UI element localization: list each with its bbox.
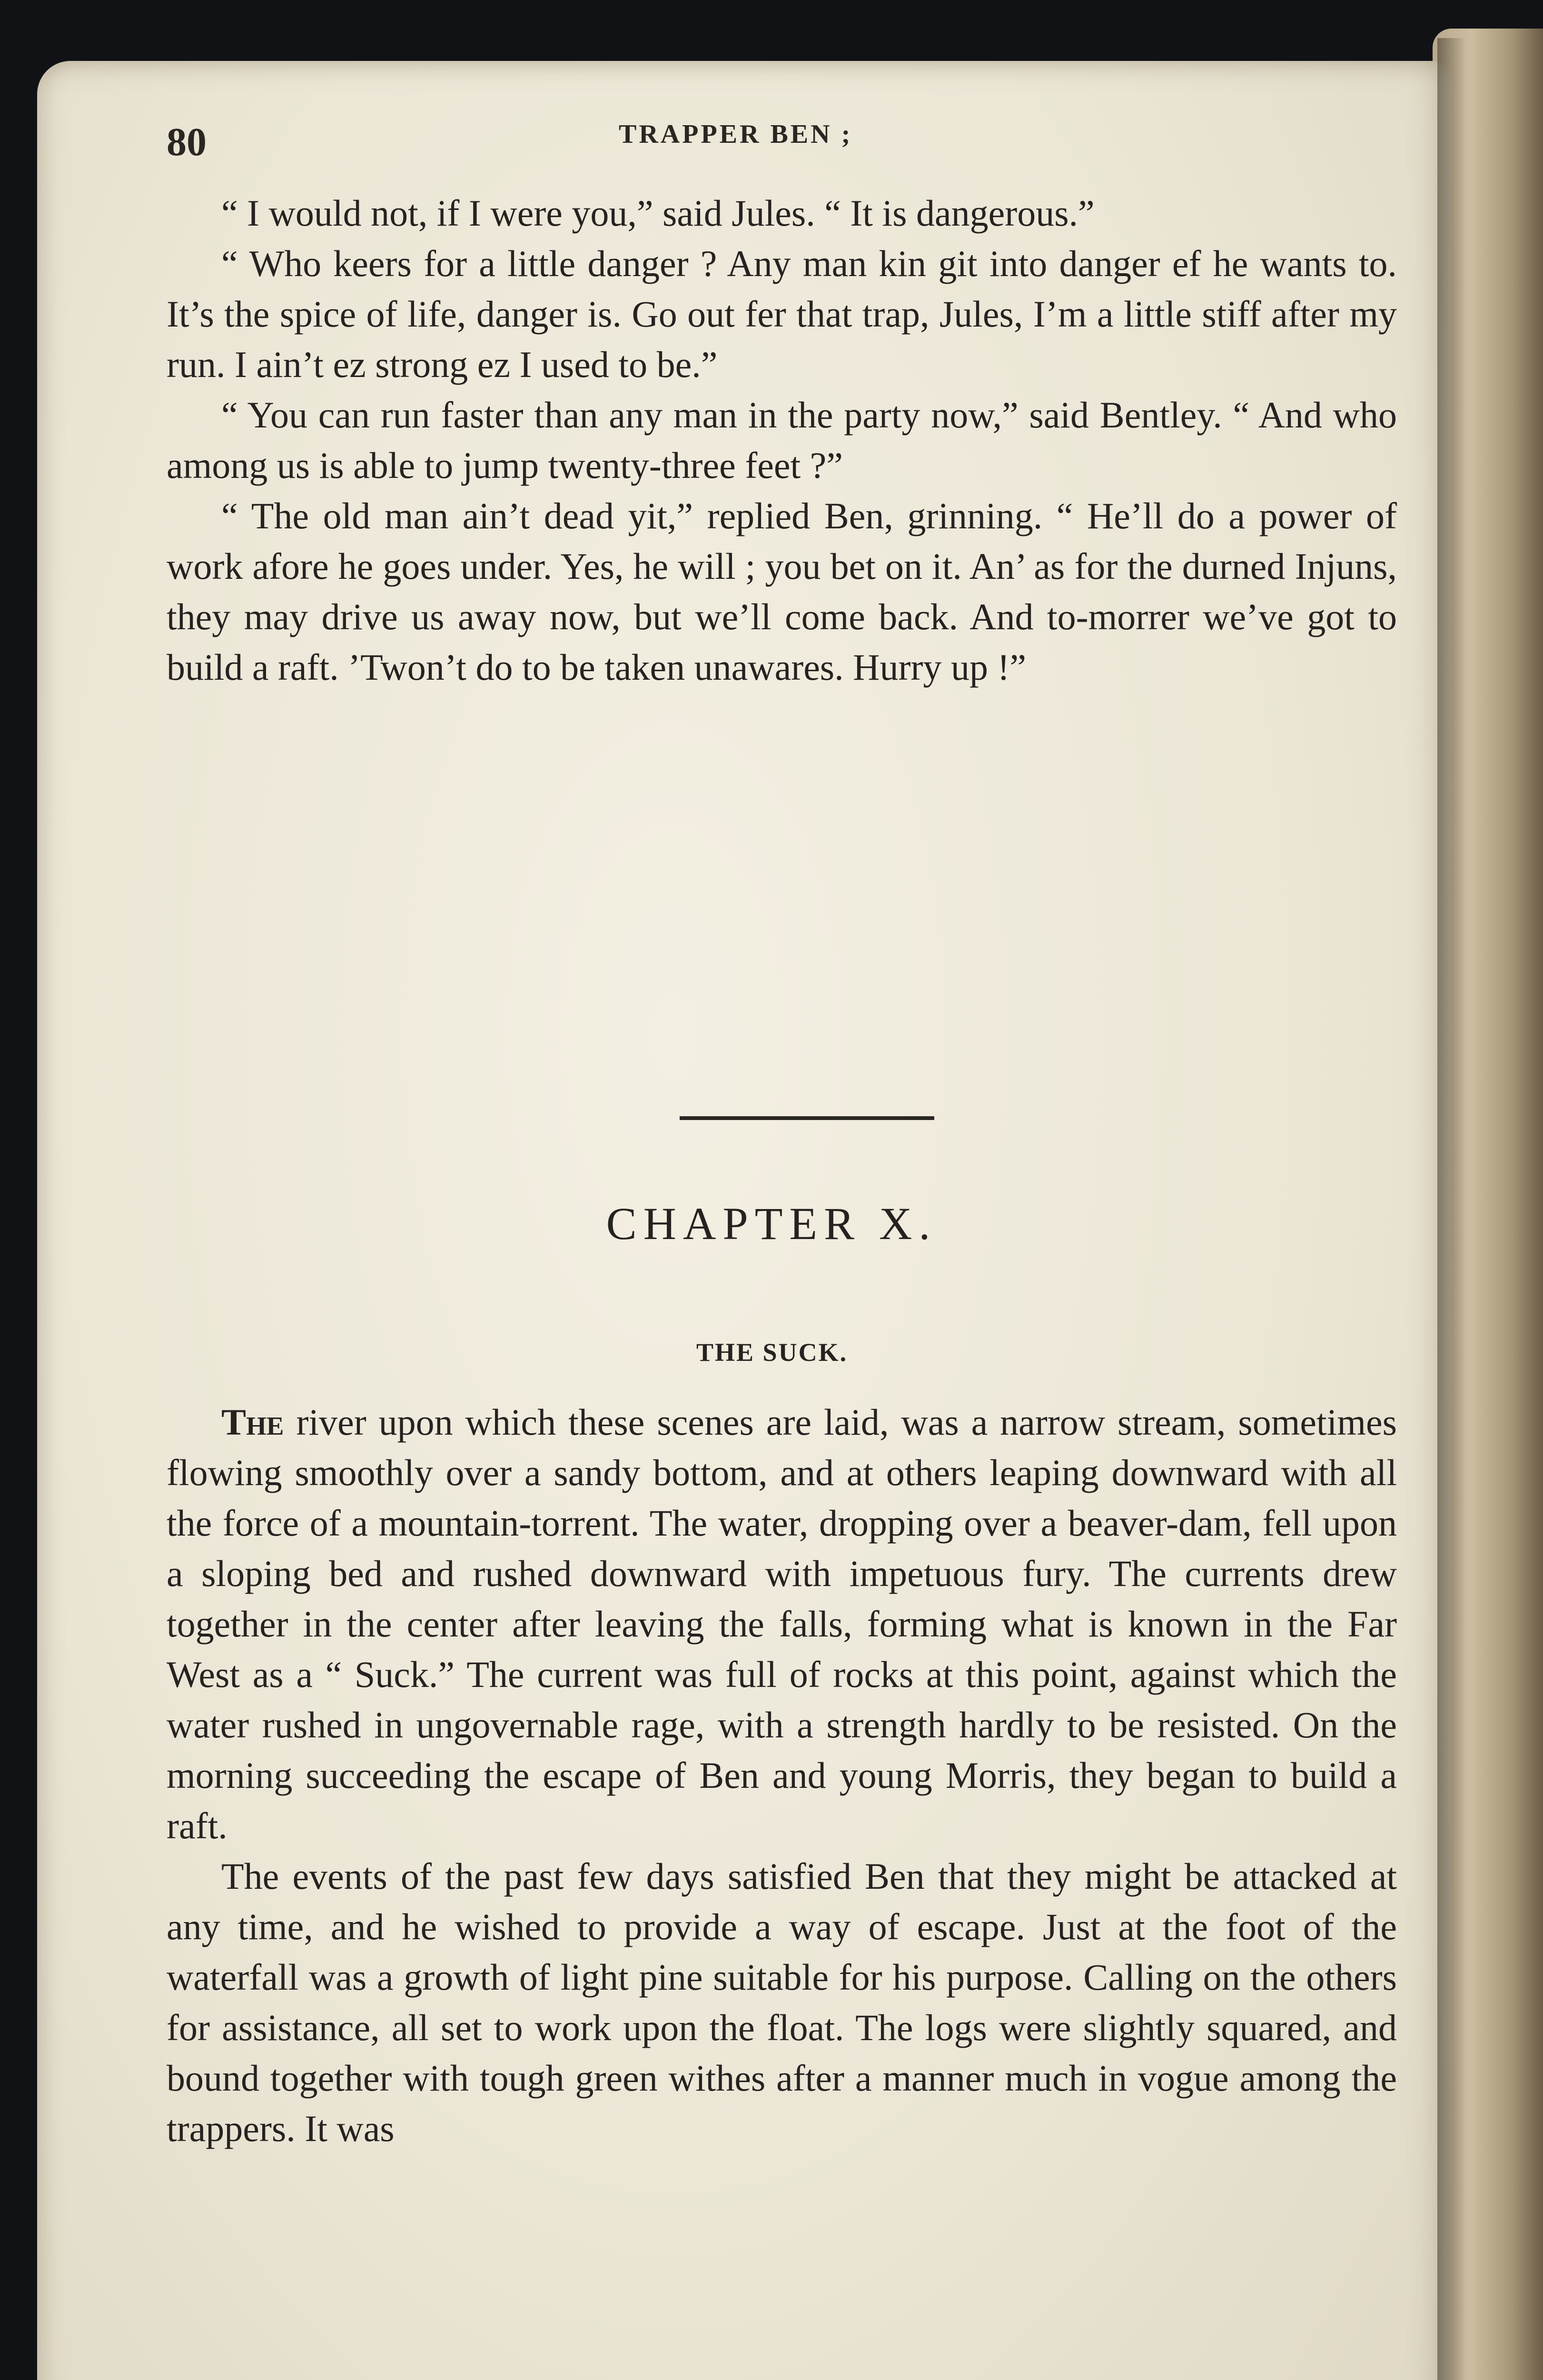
paragraph: “ Who keers for a little danger ? Any man kin git into danger ef he wants to. It’s the spice of life, danger is. Go out fer that trap, Jules, I’m a little stiff after my run. I ain’t ez strong ez I used to be.” (167, 243, 1397, 385)
chapter-title: CHAPTER X. (606, 1198, 937, 1249)
text-block-bottom (167, 1397, 1397, 2154)
paragraph: The events of the past few days satisfied Ben that they might be attacked at any time, and he wished to provide a way of escape. Just at the foot of the waterfall was a growth of light pine suitable for his purpose. Calling on the others for assistance, all set to work upon the float. The logs were slightly squared, and bound together with tough green withes after a manner much in vogue among the trappers. It was (167, 1855, 1397, 2149)
paragraph: “ I would not, if I were you,” said Jules. “ It is dangerous.” (221, 192, 1095, 234)
paragraph (167, 1397, 1397, 1851)
text-block-top (167, 188, 1397, 693)
page-number: 80 (167, 120, 207, 164)
chapter-lead-word: The (221, 1401, 284, 1443)
paragraph: “ The old man ain’t dead yit,” replied Ben, grinning. “ He’ll do a power of work afore he goes under. Yes, he will ; you bet on it. An’ as for the durned Injuns, they may drive us away now, but we’ll come back. And to-morrer we’ve got to build a raft. ’Twon’t do to be taken unawares. Hurry up !” (167, 495, 1397, 688)
section-divider-rule (680, 1116, 934, 1120)
paragraph-text: river upon which these scenes are laid, was a narrow stream, sometimes flowing smoothly over a sandy bottom, and at others leaping downward with all the force of a mountain-torrent. The water, dropping over a beaver-dam, fell upon a sloping bed and rushed downward with impetuous fury. The currents drew together in the center after leaving the falls, forming what is known in the Far West as a “ Suck.” The current was full of rocks at this point, against which the water rushed in ungovernable rage, with a strength hardly to be resisted. On the morning succeeding the escape of Ben and young Morris, they began to build a raft. (167, 1401, 1397, 1846)
running-title: TRAPPER BEN ; (619, 119, 853, 149)
chapter-subtitle: THE SUCK. (696, 1338, 848, 1367)
paragraph: “ You can run faster than any man in the party now,” said Bentley. “ And who among us is able to jump twenty-three feet ?” (167, 394, 1397, 486)
